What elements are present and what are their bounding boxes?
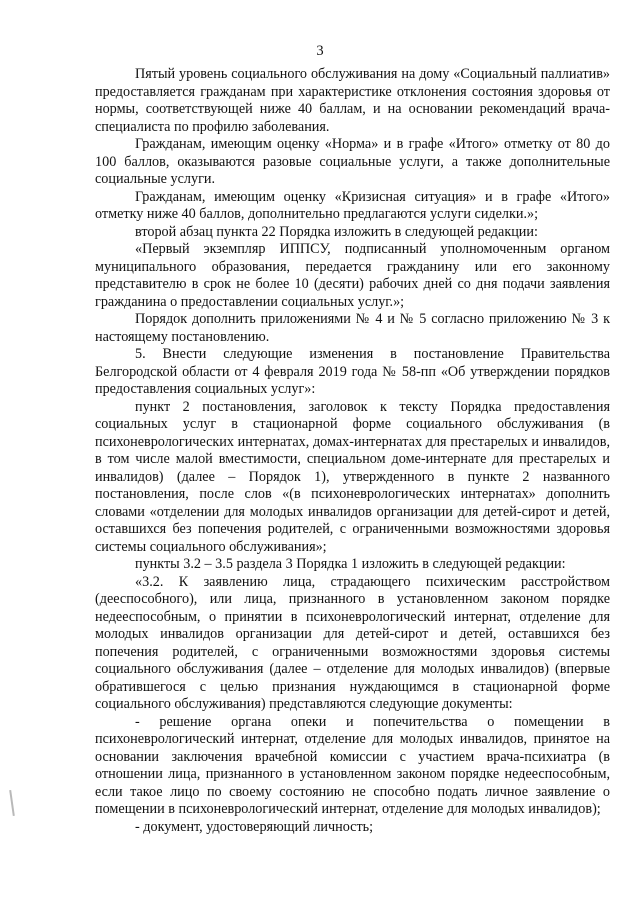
page-number: 3 bbox=[316, 43, 324, 59]
list-item-guardianship-decision: - решение органа опеки и попечительства о помещении в психоневрологический интернат, отделение для молодых инвалидов, принятое на основании заключения врачебной комиссии с участием врача-психиатра (в отношении лица, признанного в установленном законом порядке недееспособным, если такое лицо по своему состоянию не способно подать личное заявление о помещении в психоневрологический интернат, отделение для молодых инвалидов); bbox=[95, 713, 610, 817]
paragraph-social-palliative-level: Пятый уровень социального обслуживания на дому «Социальный паллиатив» предоставляется гражданам при характеристике отклонения состояния здоровья от нормы, соответствующей ниже 40 баллам, и на основании рекомендаций врача-специалиста по профилю заболевания. bbox=[95, 66, 610, 135]
paragraph-point-22-intro: второй абзац пункта 22 Порядка изложить в следующей редакции: bbox=[135, 223, 538, 240]
scan-mark bbox=[9, 790, 15, 816]
list-item-identity-document: - документ, удостоверяющий личность; bbox=[135, 818, 374, 835]
paragraph-crisis-rating: Гражданам, имеющим оценку «Кризисная ситуация» и в графе «Итого» отметку ниже 40 баллов, дополнительно предлагаются услуги сиделки.»; bbox=[95, 188, 610, 222]
paragraph-norm-rating: Гражданам, имеющим оценку «Норма» и в графе «Итого» отметку от 80 до 100 баллов, оказываются разовые социальные услуги, а также дополнительные социальные услуги. bbox=[95, 136, 610, 187]
paragraph-item-5: 5. Внести следующие изменения в постановление Правительства Белгородской области от 4 февраля 2019 года № 58-пп «Об утверждении порядков предоставления социальных услуг»: bbox=[95, 346, 610, 397]
paragraph-points-3-2-3-5: пункты 3.2 – 3.5 раздела 3 Порядка 1 изложить в следующей редакции: bbox=[135, 556, 566, 572]
paragraph-ippsu-copy: «Первый экземпляр ИППСУ, подписанный уполномоченным органом муниципального образования, передается гражданину или его законному представителю в срок не более 10 (десяти) рабочих дней со дня подачи заявления гражданина о предоставлении социальных услуг.»; bbox=[95, 241, 610, 310]
document-body bbox=[95, 66, 610, 836]
paragraph-point-2-amendment: пункт 2 постановления, заголовок к тексту Порядка предоставления социальных услуг в стационарной форме социального обслуживания (в психоневрологических интернатах, домах-интернатах для престарелых и инвалидов, в том числе малой вместимости, специальном доме-интернате для престарелых и инвалидов) (далее – Порядок 1), утвержденного в пункте 2 названного постановления, после слов «(в психоневрологических интернатах» дополнить словами «отделении для молодых инвалидов организации для детей-сирот и детей, оставшихся без попечения родителей, с ограниченными возможностями здоровья системы социального обслуживания»; bbox=[95, 398, 610, 555]
paragraph-3-2-text: «3.2. К заявлению лица, страдающего психическим расстройством (дееспособного), или лица, признанного в установленном законом порядке недееспособным, о принятии в психоневрологический интернат, отделение для молодых инвалидов организации для детей-сирот и детей, оставшихся без попечения родителей, с ограниченными возможностями здоровья системы социального обслуживания (далее – отделение для молодых инвалидов) (впервые обратившегося с целью признания нуждающимся в стационарной форме социального обслуживания) представляются следующие документы: bbox=[95, 573, 610, 712]
paragraph-appendices: Порядок дополнить приложениями № 4 и № 5 согласно приложению № 3 к настоящему постановлению. bbox=[95, 311, 610, 345]
